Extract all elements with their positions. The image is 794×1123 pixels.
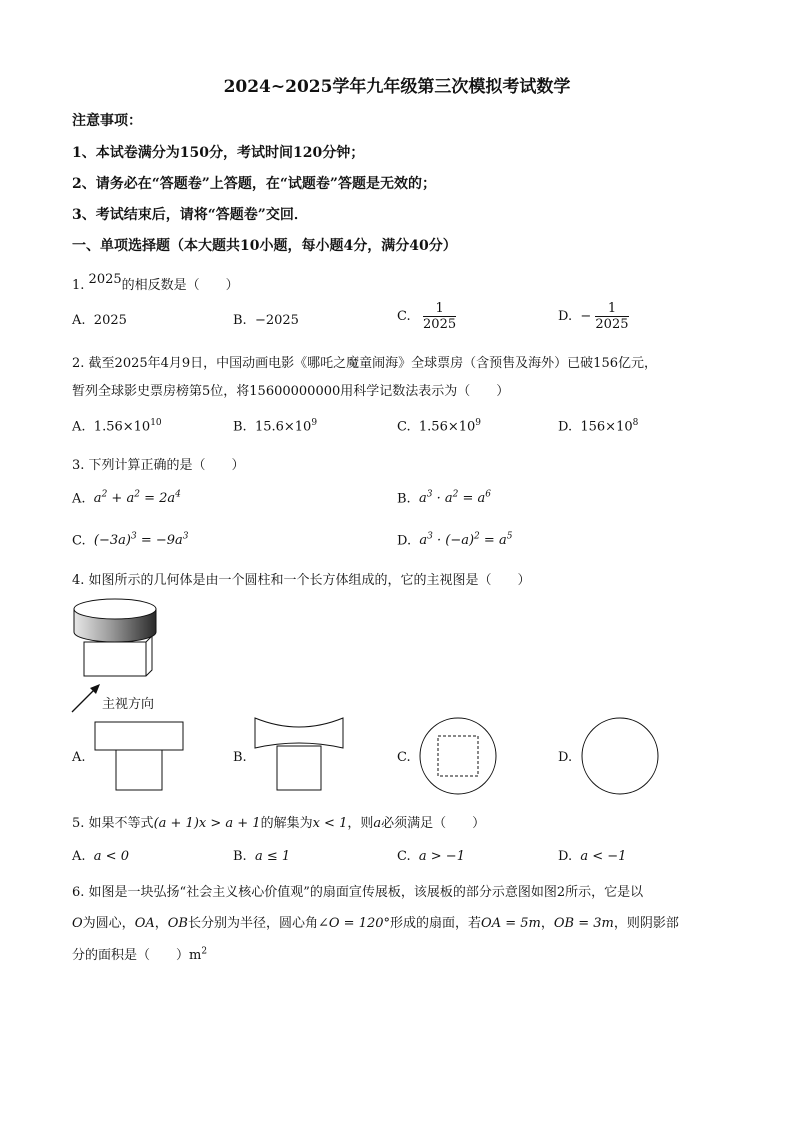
q4-option-c-figure[interactable] [416,714,500,798]
notice-item-3: 3、考试结束后，请将“答题卷”交回． [72,207,308,223]
fraction: $\frac{1}{2025}$ [595,301,629,332]
notice-heading: 注意事项： [72,113,142,129]
view-direction-label: 主视方向 [102,697,155,712]
question-1 [72,274,239,293]
q1-option-d[interactable]: D. − $\frac{1}{2025}$ [558,301,629,332]
fraction: $\frac{1}{2025}$ [423,301,457,332]
q5-option-a[interactable]: A. a < 0 [72,849,129,864]
q5-option-c[interactable]: C. a > −1 [397,849,465,864]
q4-option-d-figure[interactable] [578,714,662,798]
q1-option-b[interactable]: B. −2025 [233,313,299,328]
q3-option-c[interactable]: C. $(-3a)^3 = -9a^3$ [72,532,189,549]
question-6-line-1: 6. 如图是一块弘扬“社会主义核心价值观”的扇面宣传展板，该展板的部分示意图如图2所示，它是以 [72,885,644,900]
q4-option-a-figure[interactable] [90,720,190,794]
q2-option-c[interactable]: C. $1.56\times 10^9$ [397,418,482,435]
question-2-line-2: 暂列全球影史票房榜第5位，将15600000000用科学记数法表示为（ ） [72,384,510,399]
q4-option-a-label[interactable]: A. [72,750,86,765]
page-title: 2024~2025学年九年级第三次模拟考试数学 [223,77,571,97]
q3-option-d[interactable]: D. $a^3 \cdot (-a)^2 = a^5$ [397,532,513,549]
q4-option-d-label[interactable]: D. [558,750,573,765]
q3-option-a[interactable]: A. $a^2 + a^2 = 2a^4$ [72,490,181,507]
question-1-value: 2025 [88,272,122,287]
q2-option-b[interactable]: B. $15.6\times 10^9$ [233,418,318,435]
q4-option-c-label[interactable]: C. [397,750,411,765]
q1-option-c[interactable]: C. $\frac{1}{2025}$ [397,301,457,332]
q4-option-b-figure[interactable] [250,714,350,794]
q5-option-b[interactable]: B. a ≤ 1 [233,849,291,864]
view-direction-arrow [66,678,106,718]
question-2-line-1: 2. 截至2025年4月9日，中国动画电影《哪吒之魔童闹海》全球票房（含预售及海外）已破156亿元， [72,356,657,371]
question-3: 3. 下列计算正确的是（ ） [72,458,245,473]
q3-option-b[interactable]: B. $a^3 \cdot a^2 = a^6$ [397,490,491,507]
question-6-line-3: 分的面积是（ ）$m^2$ [72,946,208,963]
q2-option-d[interactable]: D. $156\times 10^8$ [558,418,639,435]
question-6-line-2: O为圆心，OA，OB长分别为半径，圆心角∠O = 120°形成的扇面，若OA = 5m，OB = 3m，则阴影部 [72,916,679,931]
q5-option-d[interactable]: D. a < −1 [558,849,627,864]
q1-option-a[interactable]: A. 2025 [72,313,127,328]
q2-option-a[interactable]: A. $1.56\times 10^{10}$ [72,418,162,435]
notice-item-2: 2、请务必在“答题卷”上答题，在“试题卷”答题是无效的； [72,176,436,192]
question-5: 5. 如果不等式(a + 1)x > a + 1的解集为x < 1，则a必须满足（ ） [72,816,486,831]
notice-item-1: 1、本试卷满分为150分，考试时间120分钟； [72,145,365,161]
q4-option-b-label[interactable]: B. [233,750,247,765]
question-1-stem: 的相反数是（ ） [121,278,239,293]
question-4: 4. 如图所示的几何体是由一个圆柱和一个长方体组成的，它的主视图是（ ） [72,573,531,588]
question-number: 1. [72,278,85,293]
section-heading: 一、单项选择题（本大题共10小题，每小题4分，满分40分） [72,238,457,254]
